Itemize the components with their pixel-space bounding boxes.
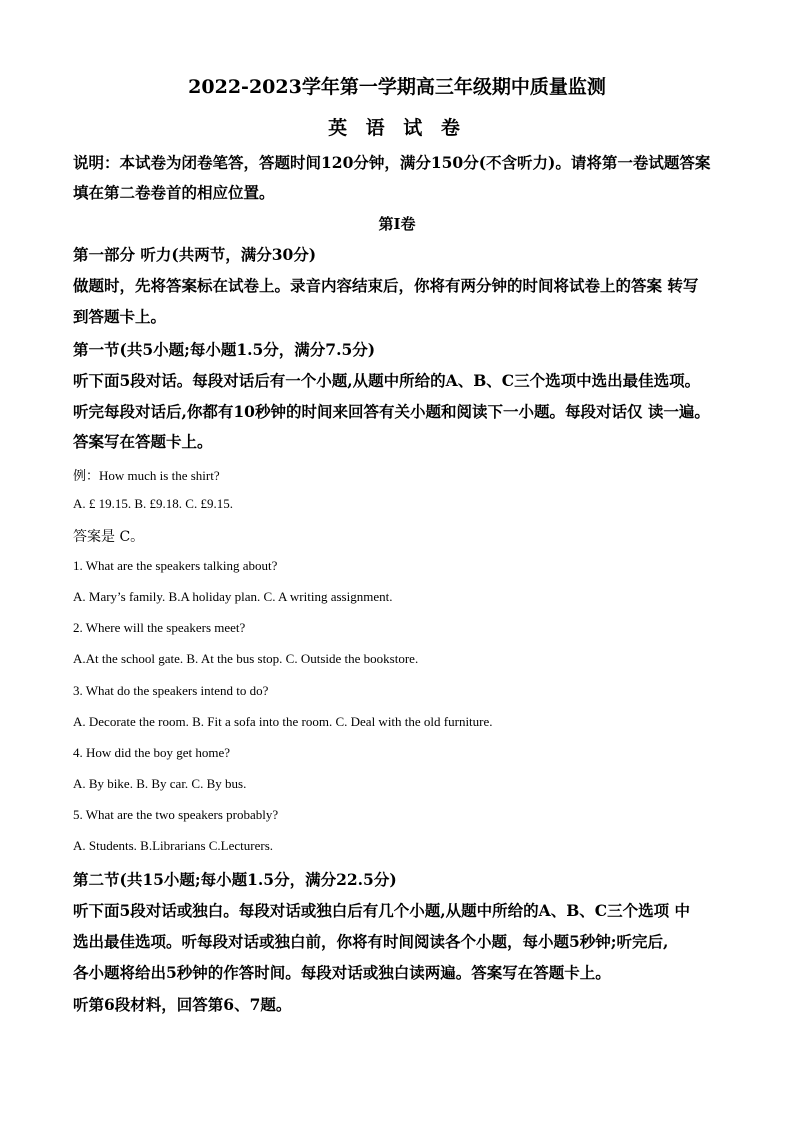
volume-label: 第I卷 <box>378 215 416 233</box>
question-1-options: A. Mary’s family. B.A holiday plan. C. A writing assignment. <box>73 589 393 604</box>
example-question: 例：How much is the shirt? <box>73 468 220 483</box>
section1-intro-line-3: 答案写在答题卡上。 <box>73 432 213 451</box>
section1-heading: 第一节(共5小题;每小题1.5分，满分7.5分) <box>73 340 376 359</box>
question-4-options: A. By bike. B. By car. C. By bus. <box>73 776 247 791</box>
instructions-line-1: 说明：本试卷为闭卷笔答，答题时间120分钟，满分150分(不含听力)。请将第一卷试题答案 <box>73 153 711 172</box>
part1-heading: 第一部分 听力(共两节，满分30分) <box>73 245 317 264</box>
question-1: 1. What are the speakers talking about? <box>73 558 278 573</box>
section2-heading: 第二节(共15小题;每小题1.5分，满分22.5分) <box>73 870 397 889</box>
exam-subtitle: 英 语 试 卷 <box>328 117 466 139</box>
question-3: 3. What do the speakers intend to do? <box>73 683 269 698</box>
section2-material: 听第6段材料，回答第6、7题。 <box>73 995 292 1014</box>
section1-intro-line-2: 听完每段对话后,你都有10秒钟的时间来回答有关小题和阅读下一小题。每段对话仅 读一遍。 <box>73 402 710 421</box>
exam-title: 2022-2023学年第一学期高三年级期中质量监测 <box>188 76 606 98</box>
instructions-line-2: 填在第二卷卷首的相应位置。 <box>73 183 275 202</box>
section1-intro-line-1: 听下面5段对话。每段对话后有一个小题,从题中所给的A、B、C三个选项中选出最佳选项。 <box>73 371 701 390</box>
section2-intro-line-1: 听下面5段对话或独白。每段对话或独白后有几个小题,从题中所给的A、B、C三个选项 中 <box>73 901 691 920</box>
part1-intro-line-2: 到答题卡上。 <box>73 307 167 326</box>
question-5-options: A. Students. B.Librarians C.Lecturers. <box>73 838 274 853</box>
section2-intro-line-2: 选出最佳选项。听每段对话或独白前，你将有时间阅读各个小题，每小题5秒钟;听完后, <box>73 932 669 951</box>
question-2: 2. Where will the speakers meet? <box>73 620 246 635</box>
part1-intro-line-1: 做题时，先将答案标在试卷上。录音内容结束后，你将有两分钟的时间将试卷上的答案 转写 <box>73 276 699 295</box>
question-4: 4. How did the boy get home? <box>73 745 231 760</box>
question-3-options: A. Decorate the room. B. Fit a sofa into the room. C. Deal with the old furniture. <box>73 714 493 729</box>
example-options: A. £ 19.15. B. £9.18. C. £9.15. <box>73 496 233 511</box>
question-2-options: A.At the school gate. B. At the bus stop. C. Outside the bookstore. <box>73 651 419 666</box>
example-answer: 答案是 C。 <box>73 529 145 545</box>
section2-intro-line-3: 各小题将给出5秒钟的作答时间。每段对话或独白读两遍。答案写在答题卡上。 <box>73 963 611 982</box>
question-5: 5. What are the two speakers probably? <box>73 807 279 822</box>
